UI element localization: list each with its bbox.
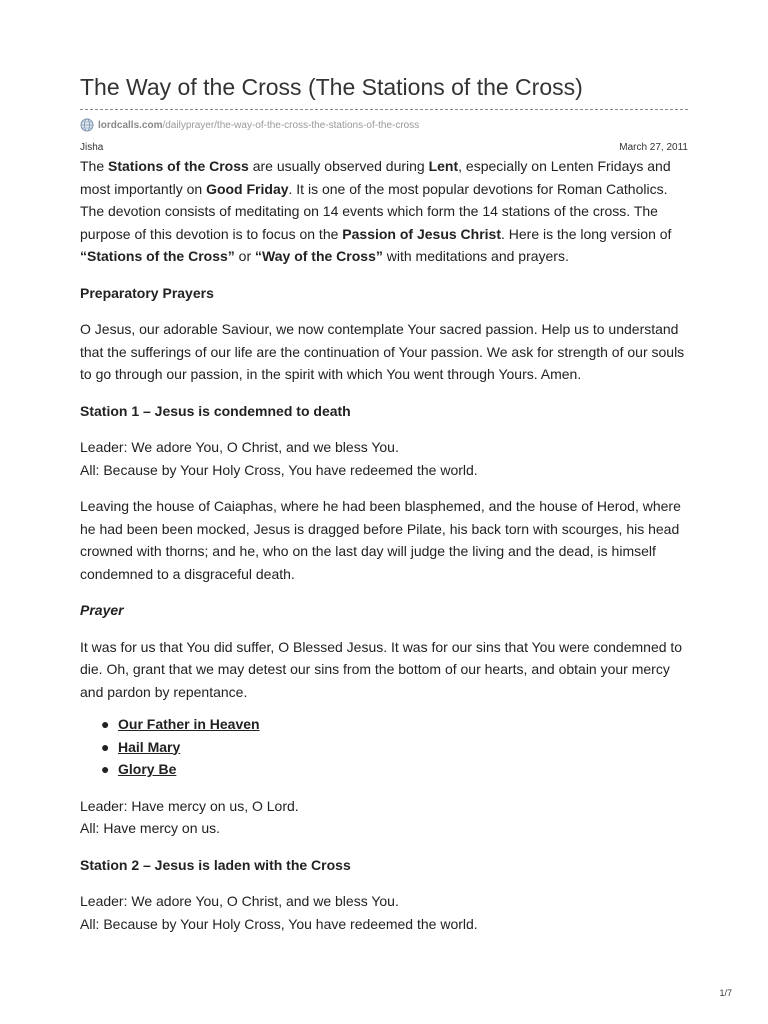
title-divider [80,109,688,110]
station-1-meditation: Leaving the house of Caiaphas, where he had been blasphemed, and the house of Herod, where he had been been mocked, Jesus is dragged before Pilate, his back torn with scourges, his head crowned with thorns; and he, who on the last day will judge the living and the dead, is himself condemned to a disgraceful death. [80,498,681,582]
article-body [80,155,688,935]
intro-bold-stations-quote: “Stations of the Cross” [80,248,235,264]
publish-date: March 27, 2011 [619,142,688,153]
hail-mary-link[interactable]: Hail Mary [118,738,181,755]
station-1-all: All: Because by Your Holy Cross, You have redeemed the world. [80,461,478,478]
mercy-leader: Leader: Have mercy on us, O Lord. [80,797,299,814]
bullet-icon: ● [101,761,110,777]
source-url[interactable] [80,117,688,133]
intro-bold-way-quote: “Way of the Cross” [255,248,383,264]
intro-text: are usually observed during [248,158,429,174]
our-father-link[interactable]: Our Father in Heaven [118,716,260,732]
station-2-heading: Station 2 – Jesus is laden with the Cross [80,856,351,873]
station-1-heading: Station 1 – Jesus is condemned to death [80,402,351,419]
list-item [101,713,688,736]
globe-icon [80,118,94,132]
intro-text: . It is one of the most popular devotions for Roman Catholics. The devotion consists of meditating on 14 events which form the 14 stations of the cross. The purpose of this devotion is to focus on the [80,180,668,242]
prayer-link-list [80,713,688,781]
intro-bold-stations: Stations of the Cross [108,158,249,174]
intro-bold-passion: Passion of Jesus Christ [342,225,501,242]
glory-be-link[interactable]: Glory Be [118,761,177,777]
station-2-leader: Leader: We adore You, O Christ, and we bless You. [80,893,399,909]
station-1-prayer: It was for us that You did suffer, O Blessed Jesus. It was for our sins that You were condemned to die. Oh, grant that we may detest our sins from the bottom of our hearts, and obtain your mercy and pardon by repentance. [80,638,683,700]
byline [80,141,688,155]
intro-text: or [234,248,256,264]
source-domain[interactable]: lordcalls.com [98,119,163,131]
intro-text: , especially on Lenten Fridays and most importantly on [80,158,671,197]
mercy-all: All: Have mercy on us. [80,820,221,836]
list-item [101,736,688,759]
list-item [101,758,688,781]
preparatory-heading: Preparatory Prayers [80,284,214,301]
station-2-all: All: Because by Your Holy Cross, You have redeemed the world. [80,915,478,932]
intro-text: with meditations and prayers. [382,248,569,264]
author-name: Jisha [80,142,104,153]
preparatory-paragraph: O Jesus, our adorable Saviour, we now contemplate Your sacred passion. Help us to understand that the sufferings of our life are the continuation of Your passion. We ask for strength of our souls to go through our passion, in the spirit with which You went through Yours. Amen. [80,321,685,382]
intro-text: . Here is the long version of [501,225,672,242]
station-1-prayer-heading: Prayer [80,602,124,618]
page-number: 1/7 [719,988,732,998]
intro-bold-good-friday: Good Friday [206,180,289,197]
intro-text: The [80,158,109,174]
page-title: The Way of the Cross (The Stations of the Cross) [80,74,583,100]
bullet-icon: ● [101,738,110,755]
bullet-icon: ● [101,716,110,732]
station-1-leader: Leader: We adore You, O Christ, and we bless You. [80,439,399,455]
document-page [80,0,688,935]
source-path[interactable]: /dailyprayer/the-way-of-the-cross-the-stations-of-the-cross [162,119,420,131]
intro-paragraph [80,155,688,268]
intro-bold-lent: Lent [428,158,459,174]
